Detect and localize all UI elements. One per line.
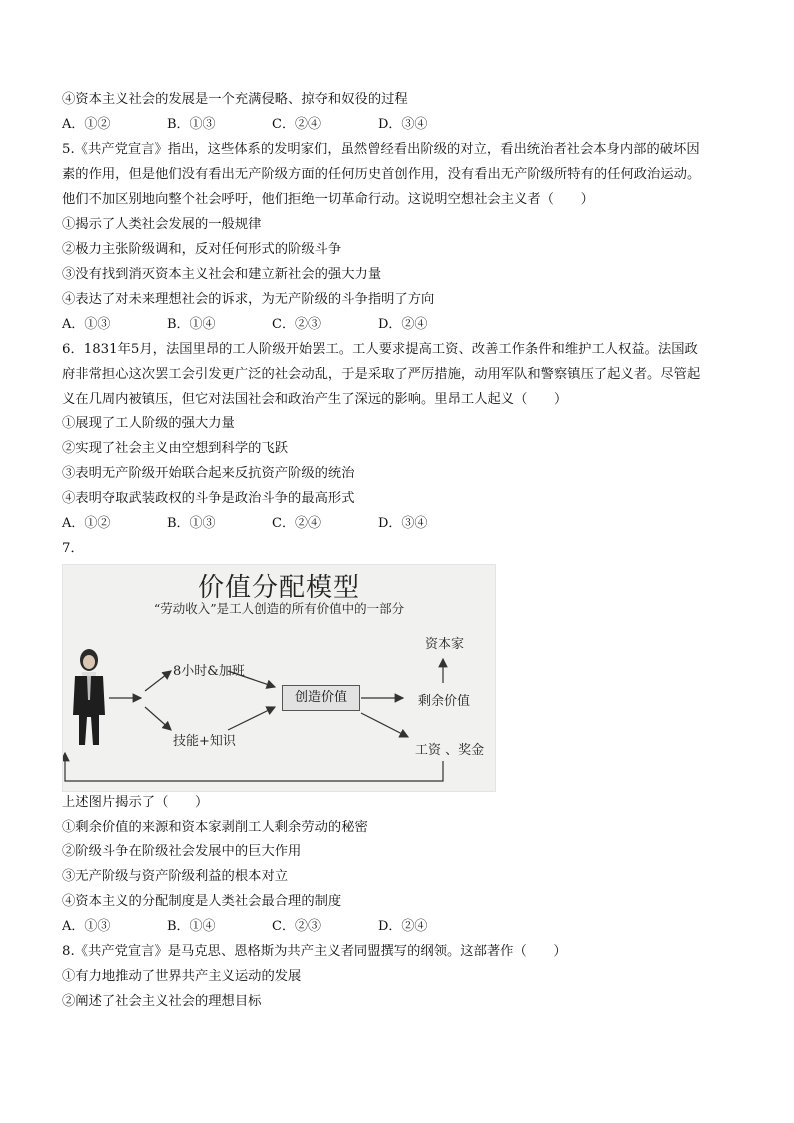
choice-a[interactable]: A．①② xyxy=(62,516,111,531)
skills-label: 技能+知识 xyxy=(173,734,236,749)
wages-label: 工资 、奖金 xyxy=(415,743,485,758)
choice-a[interactable]: A．①② xyxy=(62,117,111,132)
q7-option-2: ②阶级斗争在阶级社会发展中的巨大作用 xyxy=(62,844,302,859)
q6-stem-1: 6．1831年5月，法国里昂的工人阶级开始罢工。工人要求提高工资、改善工作条件和维护工人权益。法国政 xyxy=(62,342,698,357)
q8-stem: 8.《共产党宣言》是马克思、恩格斯为共产主义者同盟撰写的纲领。这部著作（ ） xyxy=(62,944,567,959)
q7-option-4: ④资本主义的分配制度是人类社会最合理的制度 xyxy=(62,894,342,909)
q5-option-2: ②极力主张阶级调和，反对任何形式的阶级斗争 xyxy=(62,242,342,257)
capitalist-label: 资本家 xyxy=(425,637,465,652)
choice-c[interactable]: C．②③ xyxy=(272,919,321,934)
surplus-value-label: 剩余价值 xyxy=(418,694,471,709)
q8-option-1: ①有力地推动了世界共产主义运动的发展 xyxy=(62,969,302,984)
q6-option-3: ③表明无产阶级开始联合起来反抗资产阶级的统治 xyxy=(62,466,355,481)
q6-option-4: ④表明夺取武装政权的斗争是政治斗争的最高形式 xyxy=(62,491,355,506)
q6-stem-3: 义在几周内被镇压，但它对法国社会和政治产生了深远的影响。里昂工人起义（ ） xyxy=(62,392,568,407)
choice-c[interactable]: C．②④ xyxy=(272,516,321,531)
choice-a[interactable]: A．①③ xyxy=(62,317,111,332)
q5-stem-3: 他们不加区别地向整个社会呼吁，他们拒绝一切革命行动。这说明空想社会主义者（ ） xyxy=(62,192,594,207)
q7-number: 7． xyxy=(62,541,84,556)
q7-stem: 上述图片揭示了（ ） xyxy=(62,795,209,810)
q5-stem-1: 5.《共产党宣言》指出，这些体系的发明家们，虽然曾经看出阶级的对立，看出统治者社会本身内部的破坏因 xyxy=(62,142,700,157)
hours-label: 8小时&加班 xyxy=(173,664,245,679)
q6-stem-2: 府非常担心这次罢工会引发更广泛的社会动乱，于是采取了严厉措施，动用军队和警察镇压了起义者。尽管起 xyxy=(62,367,701,382)
figure-subtitle: “劳动收入”是工人创造的所有价值中的一部分 xyxy=(153,601,405,616)
choice-b[interactable]: B．①③ xyxy=(167,117,216,132)
q5-option-3: ③没有找到消灭资本主义社会和建立新社会的强大力量 xyxy=(62,267,382,282)
q5-option-4: ④表达了对未来理想社会的诉求，为无产阶级的斗争指明了方向 xyxy=(62,292,435,307)
value-distribution-figure xyxy=(62,564,496,792)
q5-stem-2: 素的作用，但是他们没有看出无产阶级方面的任何历史首创作用，没有看出无产阶级所特有的任何政治运动。 xyxy=(62,167,701,182)
q7-option-3: ③无产阶级与资产阶级利益的根本对立 xyxy=(62,869,289,884)
q5-option-1: ①揭示了人类社会发展的一般规律 xyxy=(62,217,262,232)
create-value-box: 创造价值 xyxy=(282,685,360,711)
choice-d[interactable]: D．②④ xyxy=(378,919,428,934)
choice-a[interactable]: A．①③ xyxy=(62,919,111,934)
q6-option-2: ②实现了社会主义由空想到科学的飞跃 xyxy=(62,441,289,456)
q4-option-4: ④资本主义社会的发展是一个充满侵略、掠夺和奴役的过程 xyxy=(62,92,408,107)
q7-option-1: ①剩余价值的来源和资本家剥削工人剩余劳动的秘密 xyxy=(62,820,368,835)
choice-d[interactable]: D．②④ xyxy=(378,317,428,332)
worker-icon xyxy=(73,649,105,745)
choice-d[interactable]: D．③④ xyxy=(378,516,428,531)
q6-option-1: ①展现了工人阶级的强大力量 xyxy=(62,416,235,431)
q8-option-2: ②阐述了社会主义社会的理想目标 xyxy=(62,994,262,1009)
choice-d[interactable]: D．③④ xyxy=(378,117,428,132)
choice-b[interactable]: B．①④ xyxy=(167,317,216,332)
choice-b[interactable]: B．①④ xyxy=(167,919,216,934)
choice-b[interactable]: B．①③ xyxy=(167,516,216,531)
choice-c[interactable]: C．②④ xyxy=(272,117,321,132)
choice-c[interactable]: C．②③ xyxy=(272,317,321,332)
figure-title: 价值分配模型 xyxy=(197,573,360,603)
